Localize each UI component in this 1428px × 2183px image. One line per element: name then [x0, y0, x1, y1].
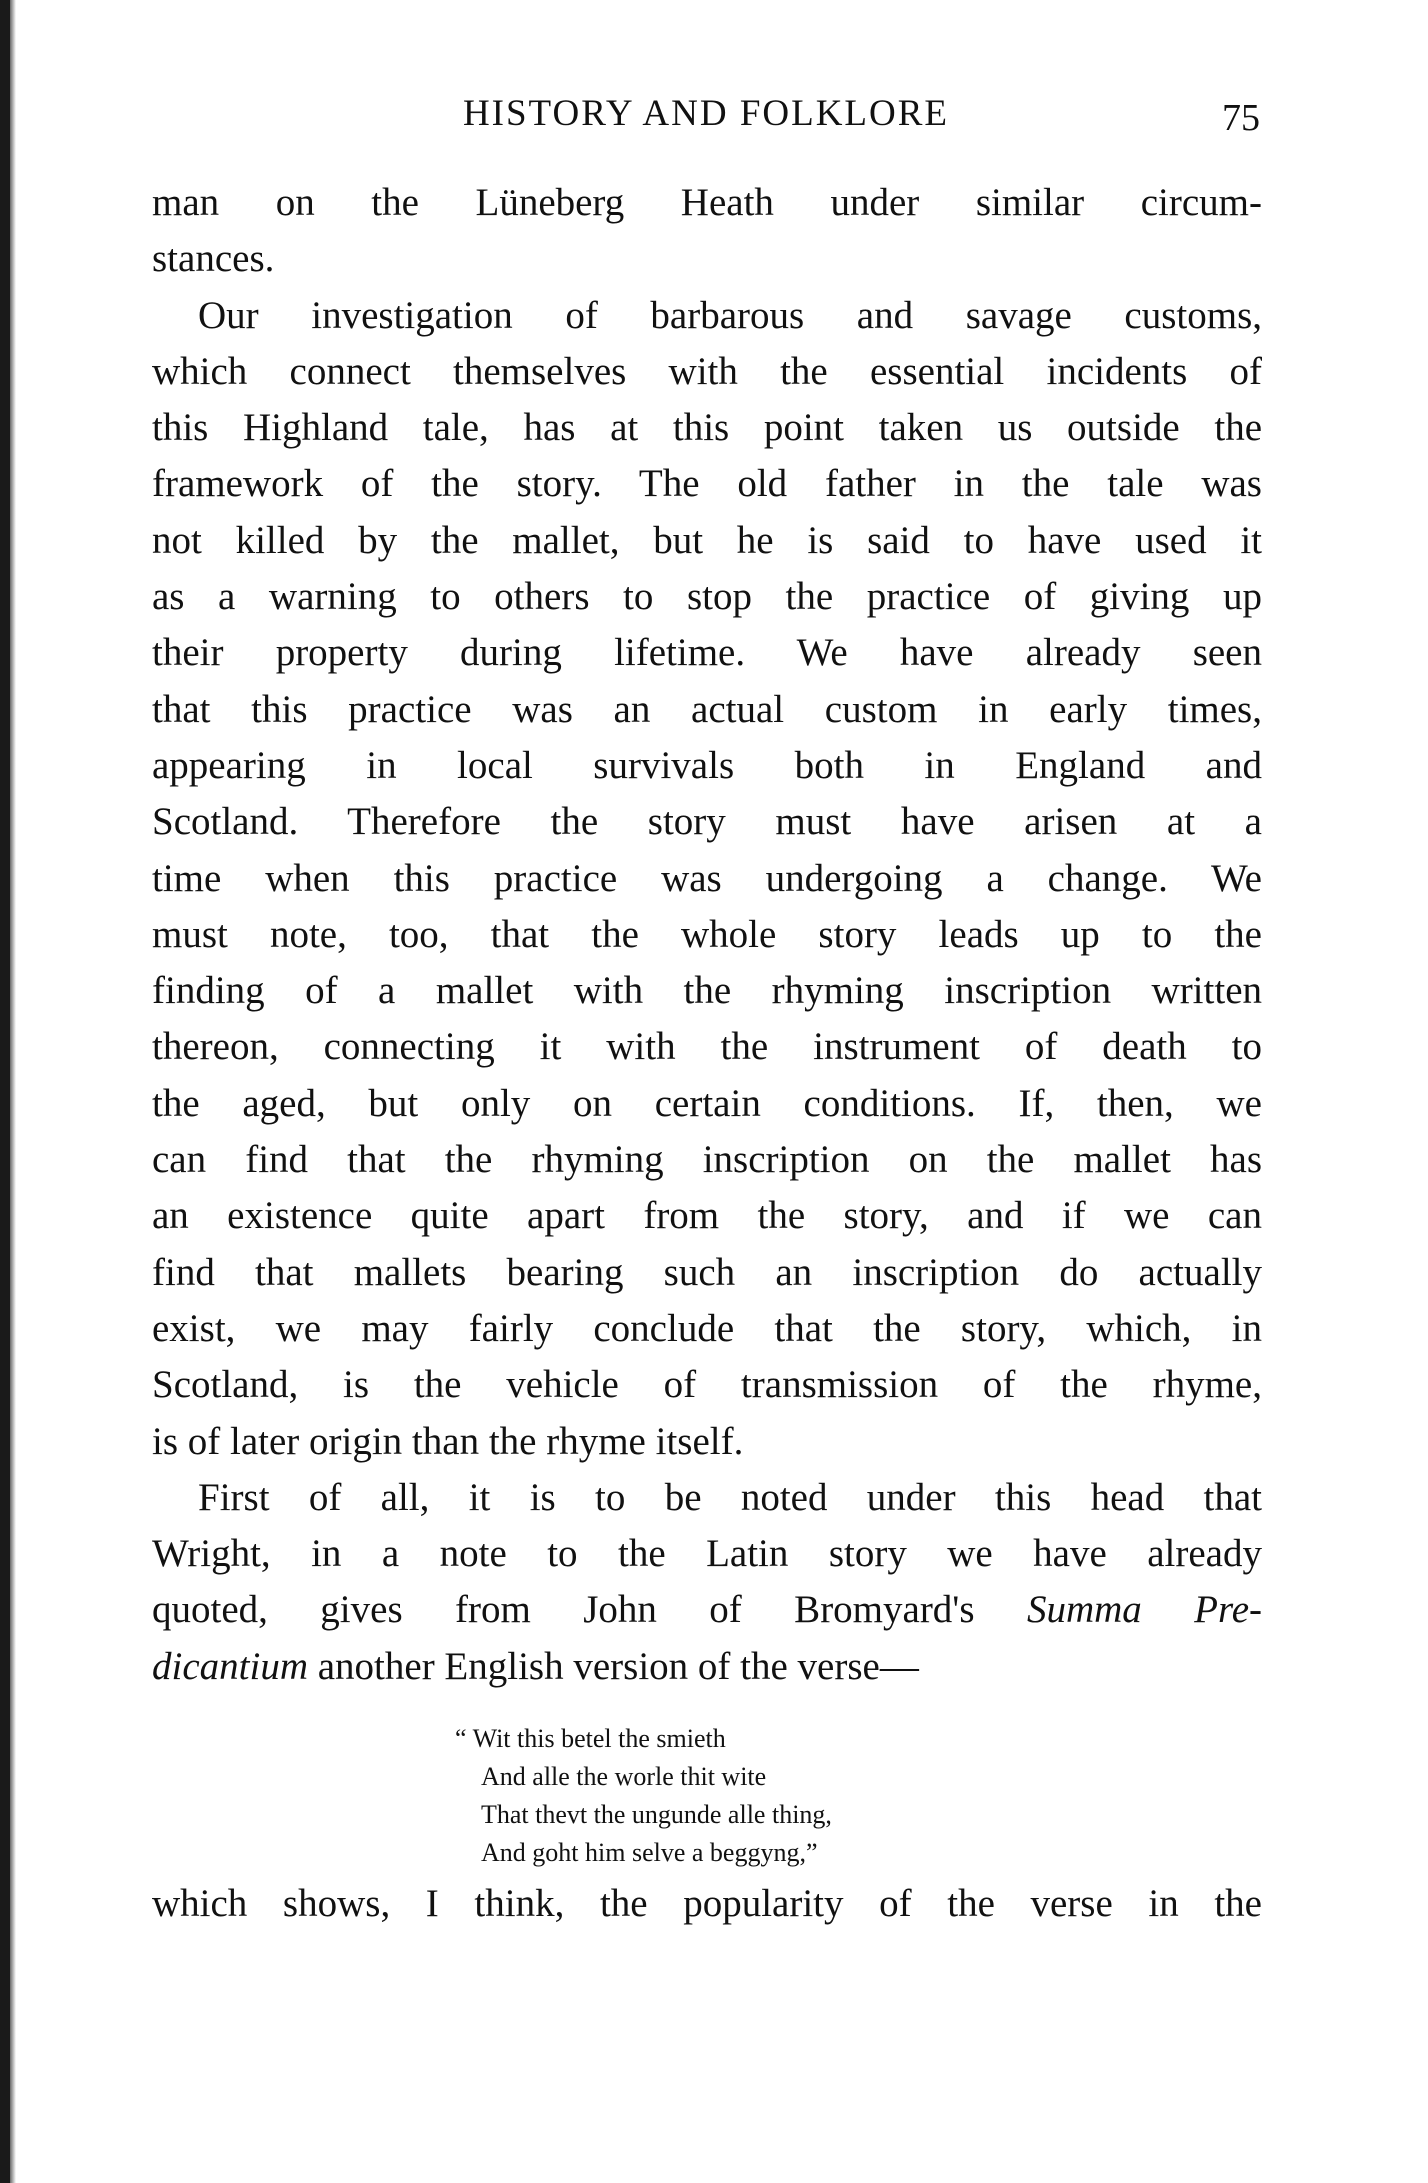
text-line: Wright, in a note to the Latin story we have already [152, 1532, 1262, 1576]
text-line: this Highland tale, has at this point taken us outside the [152, 406, 1262, 450]
verse-quotation [455, 1720, 832, 1872]
running-title: HISTORY AND FOLKLORE [462, 93, 950, 134]
paragraph-start-line: Our investigation of barbarous and savage customs, [198, 293, 1262, 337]
book-title-part: Summa Pre- [1026, 1588, 1262, 1632]
paragraph-start-line: First of all, it is to be noted under this head that [198, 1475, 1262, 1519]
text-line: can find that the rhyming inscription on the mallet has [152, 1138, 1262, 1182]
text-line: not killed by the mallet, but he is said to have used it [152, 518, 1262, 562]
text-line-with-title [152, 1582, 1262, 1638]
text-line: thereon, connecting it with the instrument of death to [152, 1025, 1262, 1069]
running-head [152, 92, 1260, 142]
text-line: must note, too, that the whole story leads up to the [152, 912, 1262, 956]
text-line: appearing in local survivals both in England and [152, 743, 1262, 787]
text-line: which connect themselves with the essential incidents of [152, 349, 1262, 393]
text-line: that this practice was an actual custom in early times, [152, 687, 1262, 731]
book-title-part: dicantium [152, 1644, 308, 1688]
text-line: as a warning to others to stop the practice of giving up [152, 575, 1262, 619]
text-line: the aged, but only on certain conditions. If, then, we [152, 1081, 1262, 1125]
text-line: which shows, I think, the popularity of the verse in the [152, 1882, 1262, 1925]
text-line: stances. [152, 237, 275, 281]
text-line: man on the Lüneberg Heath under similar circum- [152, 181, 1262, 224]
text-line-with-title [152, 1639, 1262, 1695]
text-line: find that mallets bearing such an inscription do actually [152, 1250, 1262, 1294]
text-line: an existence quite apart from the story, and if we can [152, 1194, 1262, 1238]
verse-line: That thevt the ungunde alle thing, [481, 1800, 832, 1829]
text-line: their property during lifetime. We have already seen [152, 631, 1262, 675]
page-binding-edge [0, 0, 10, 2183]
verse-line: “ Wit this betel the smieth [455, 1724, 726, 1753]
line-text: another English version of the verse— [317, 1644, 919, 1688]
text-line: Scotland. Therefore the story must have arisen at a [152, 800, 1262, 844]
text-line: exist, we may fairly conclude that the story, which, in [152, 1306, 1262, 1350]
body-text [152, 175, 1262, 1695]
text-line: Scotland, is the vehicle of transmission of the rhyme, [152, 1363, 1262, 1407]
verse-line: And goht him selve a beggyng,” [481, 1838, 818, 1867]
page-binding-shadow [10, 0, 16, 2183]
verse-line: And alle the worle thit wite [481, 1762, 767, 1791]
page-number: 75 [1222, 97, 1260, 139]
text-line: finding of a mallet with the rhyming inscription written [152, 969, 1262, 1013]
line-text: quoted, gives from John of Bromyard's [152, 1588, 975, 1632]
text-line: time when this practice was undergoing a change. We [152, 856, 1262, 900]
text-line: is of later origin than the rhyme itself. [152, 1419, 744, 1463]
text-line: framework of the story. The old father in the tale was [152, 462, 1262, 506]
